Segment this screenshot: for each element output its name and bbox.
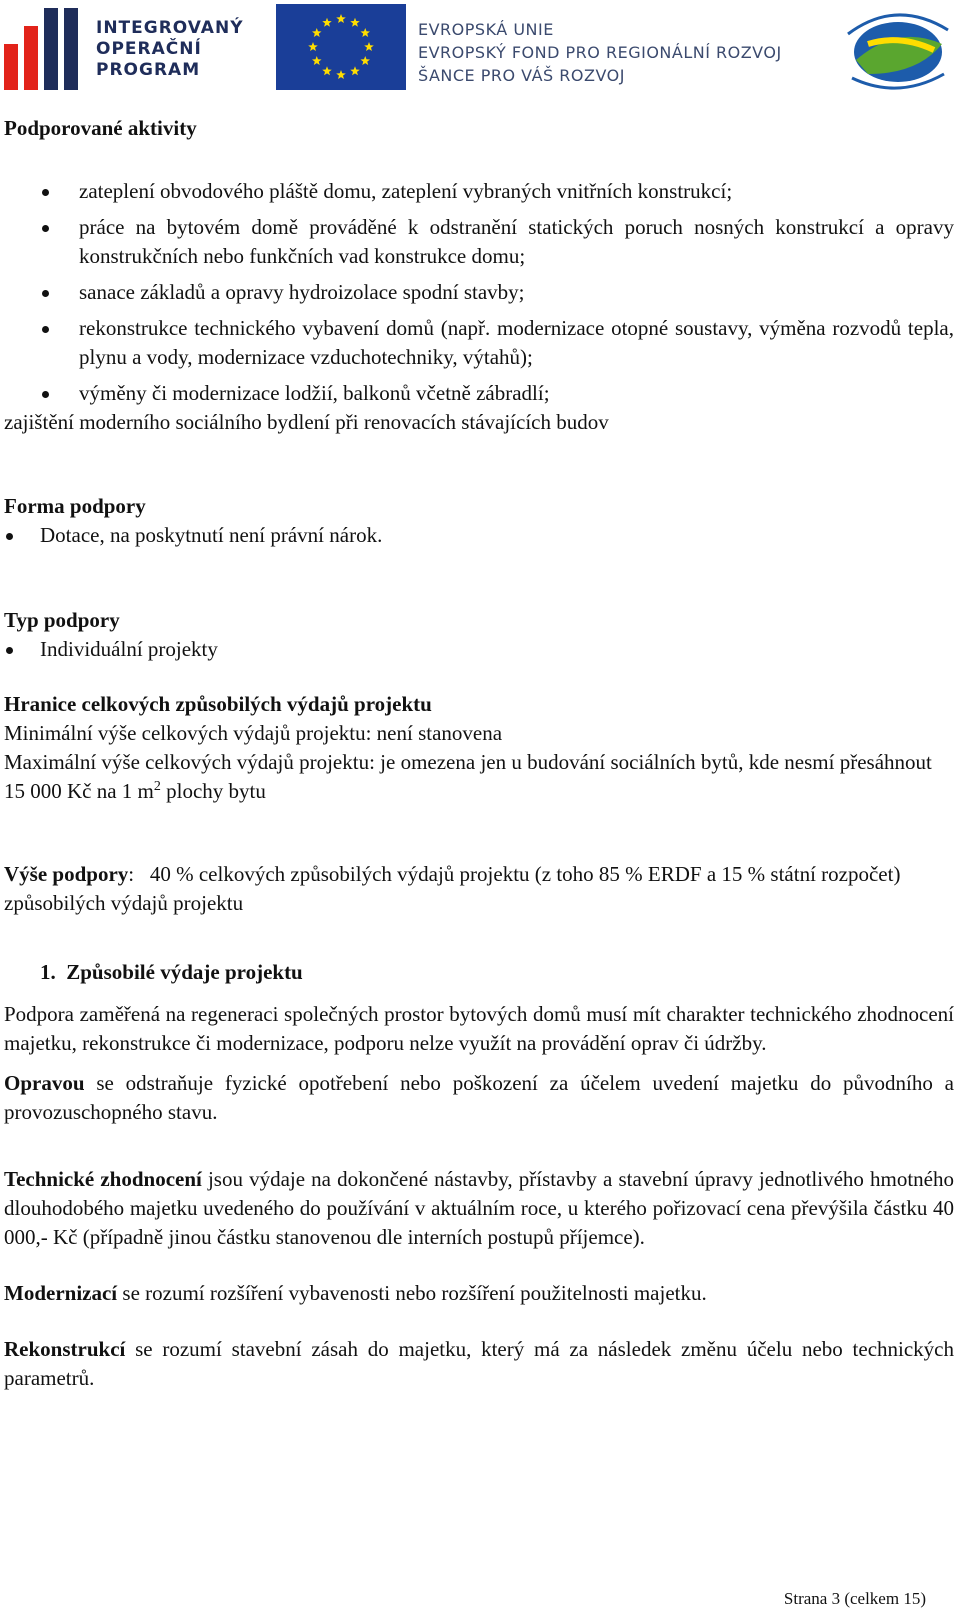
vyse-text: : 40 % celkových způsobilých výdajů projektu (z toho 85 % ERDF a 15 % státní rozpočet) způsobilých výdajů projektu bbox=[4, 862, 906, 915]
eu-star-icon bbox=[350, 18, 360, 27]
page-header bbox=[0, 0, 960, 100]
text-oprava: se odstraňuje fyzické opotřebení nebo poškození za účelem uvedení majetku do původního a provozuschopného stavu. bbox=[4, 1071, 954, 1124]
list-item bbox=[4, 314, 954, 372]
eu-star-icon bbox=[364, 42, 374, 51]
term-rekonstrukce: Rekonstrukcí bbox=[4, 1337, 126, 1361]
paragraph-technicke-zhodnoceni bbox=[4, 1165, 954, 1252]
eu-star-icon bbox=[312, 56, 322, 65]
list-item bbox=[4, 177, 954, 206]
list-item bbox=[4, 213, 954, 271]
aktivity-list bbox=[4, 177, 954, 408]
bullet-icon bbox=[42, 225, 49, 232]
eu-star-icon bbox=[360, 28, 370, 37]
list-item bbox=[4, 379, 954, 408]
eu-line-3: ŠANCE PRO VÁŠ ROZVOJ bbox=[418, 66, 625, 85]
term-technicke-zhodnoceni: Technické zhodnocení bbox=[4, 1167, 202, 1191]
text-technicke-zhodnoceni: jsou výdaje na dokončené nástavby, přístavby a stavební úpravy jednotlivého hmotného dlouhodobého majetku uvedeného do používání v aktuálním roce, u kterého pořizovací cena převýšila částku 40 000,- Kč (případně jinou částku stanovenou dle interních postupů příjemce). bbox=[4, 1167, 955, 1249]
term-oprava: Opravou bbox=[4, 1071, 85, 1095]
list-item-text: Individuální projekty bbox=[40, 637, 218, 661]
eu-star-icon bbox=[350, 66, 360, 75]
list-item-text: Dotace, na poskytnutí není právní nárok. bbox=[40, 523, 383, 547]
term-modernizace: Modernizací bbox=[4, 1281, 118, 1305]
eu-star-icon bbox=[336, 14, 346, 23]
eu-line-1: EVROPSKÁ UNIE bbox=[418, 20, 554, 39]
mmr-logo bbox=[838, 4, 956, 94]
eu-star-icon bbox=[322, 66, 332, 75]
text-rekonstrukce: se rozumí stavební zásah do majetku, který má za následek změnu účelu nebo technických parametrů. bbox=[4, 1337, 954, 1390]
iop-logo bbox=[4, 4, 244, 90]
paragraph-podpora: Podpora zaměřená na regeneraci společných prostor bytových domů musí mít charakter technického zhodnocení majetku, rekonstrukce či modernizace, podporu nelze využít na provádění oprav či údržby. bbox=[4, 1002, 954, 1055]
eu-star-icon bbox=[308, 42, 318, 51]
hranice-min: Minimální výše celkových výdajů projektu: není stanovena bbox=[4, 721, 503, 745]
eu-line-2: EVROPSKÝ FOND PRO REGIONÁLNÍ ROZVOJ bbox=[418, 43, 782, 62]
bullet-icon bbox=[42, 391, 49, 398]
iop-line-2: OPERAČNÍ bbox=[96, 39, 202, 59]
list-item-text: práce na bytovém domě prováděné k odstranění statických poruch nosných konstrukcí a opravy konstrukčních nebo funkčních vad konstrukce domu; bbox=[79, 215, 954, 268]
eu-star-icon bbox=[336, 70, 346, 79]
typ-list bbox=[4, 635, 954, 664]
eu-star-icon bbox=[312, 28, 322, 37]
eu-flag bbox=[276, 4, 406, 90]
vyse-label: Výše podpory bbox=[4, 862, 129, 886]
eu-stars-icon bbox=[276, 4, 406, 90]
iop-line-3: PROGRAM bbox=[96, 60, 201, 80]
list-item bbox=[4, 521, 954, 550]
heading-typ-podpory: Typ podpory bbox=[4, 608, 120, 632]
list-item bbox=[4, 278, 954, 307]
vyse-podpory bbox=[4, 860, 954, 918]
aktivity-after-text: zajištění moderního sociálního bydlení při renovacích stávajících budov bbox=[4, 410, 609, 434]
eu-star-icon bbox=[322, 18, 332, 27]
paragraph-oprava bbox=[4, 1069, 954, 1127]
list-item-text: rekonstrukce technického vybavení domů (např. modernizace otopné soustavy, výměna rozvodů tepla, plynu a vody, modernizace vzduchotechniky, výtahů); bbox=[79, 316, 954, 369]
section-number: 1. bbox=[40, 960, 56, 984]
forma-list bbox=[4, 521, 954, 550]
bullet-icon bbox=[6, 533, 13, 540]
bullet-icon bbox=[42, 326, 49, 333]
section-title: Způsobilé výdaje projektu bbox=[66, 960, 303, 984]
list-item-text: zateplení obvodového pláště domu, zateplení vybraných vnitřních konstrukcí; bbox=[79, 179, 733, 203]
hranice-max-sup: 2 bbox=[153, 779, 161, 794]
iop-logo-mark bbox=[4, 4, 90, 90]
paragraph-modernizace bbox=[4, 1279, 954, 1308]
hranice-max bbox=[4, 748, 954, 806]
heading-podporovane-aktivity: Podporované aktivity bbox=[4, 116, 197, 140]
list-item bbox=[4, 635, 954, 664]
list-item-text: sanace základů a opravy hydroizolace spodní stavby; bbox=[79, 280, 525, 304]
iop-logo-text bbox=[96, 18, 244, 81]
heading-hranice: Hranice celkových způsobilých výdajů projektu bbox=[4, 692, 432, 716]
document-body bbox=[4, 112, 954, 1393]
bullet-icon bbox=[6, 647, 13, 654]
mmr-logo-mark bbox=[838, 4, 956, 94]
bullet-icon bbox=[42, 189, 49, 196]
iop-line-1: INTEGROVANÝ bbox=[96, 18, 244, 38]
text-modernizace: se rozumí rozšíření vybavenosti nebo rozšíření použitelnosti majetku. bbox=[117, 1281, 707, 1305]
hranice-max-tail: plochy bytu bbox=[160, 779, 266, 803]
hranice-max-text: Maximální výše celkových výdajů projektu: je omezena jen u budování sociálních bytů, kde nesmí přesáhnout 15 000 Kč na 1 m bbox=[4, 750, 932, 803]
section-heading bbox=[4, 958, 954, 987]
paragraph-rekonstrukce bbox=[4, 1335, 954, 1393]
list-item-text: výměny či modernizace lodžií, balkonů včetně zábradlí; bbox=[79, 381, 550, 405]
eu-logo-text bbox=[418, 18, 798, 87]
eu-star-icon bbox=[360, 56, 370, 65]
heading-forma-podpory: Forma podpory bbox=[4, 494, 146, 518]
bullet-icon bbox=[42, 290, 49, 297]
page-number: Strana 3 (celkem 15) bbox=[783, 1589, 926, 1608]
